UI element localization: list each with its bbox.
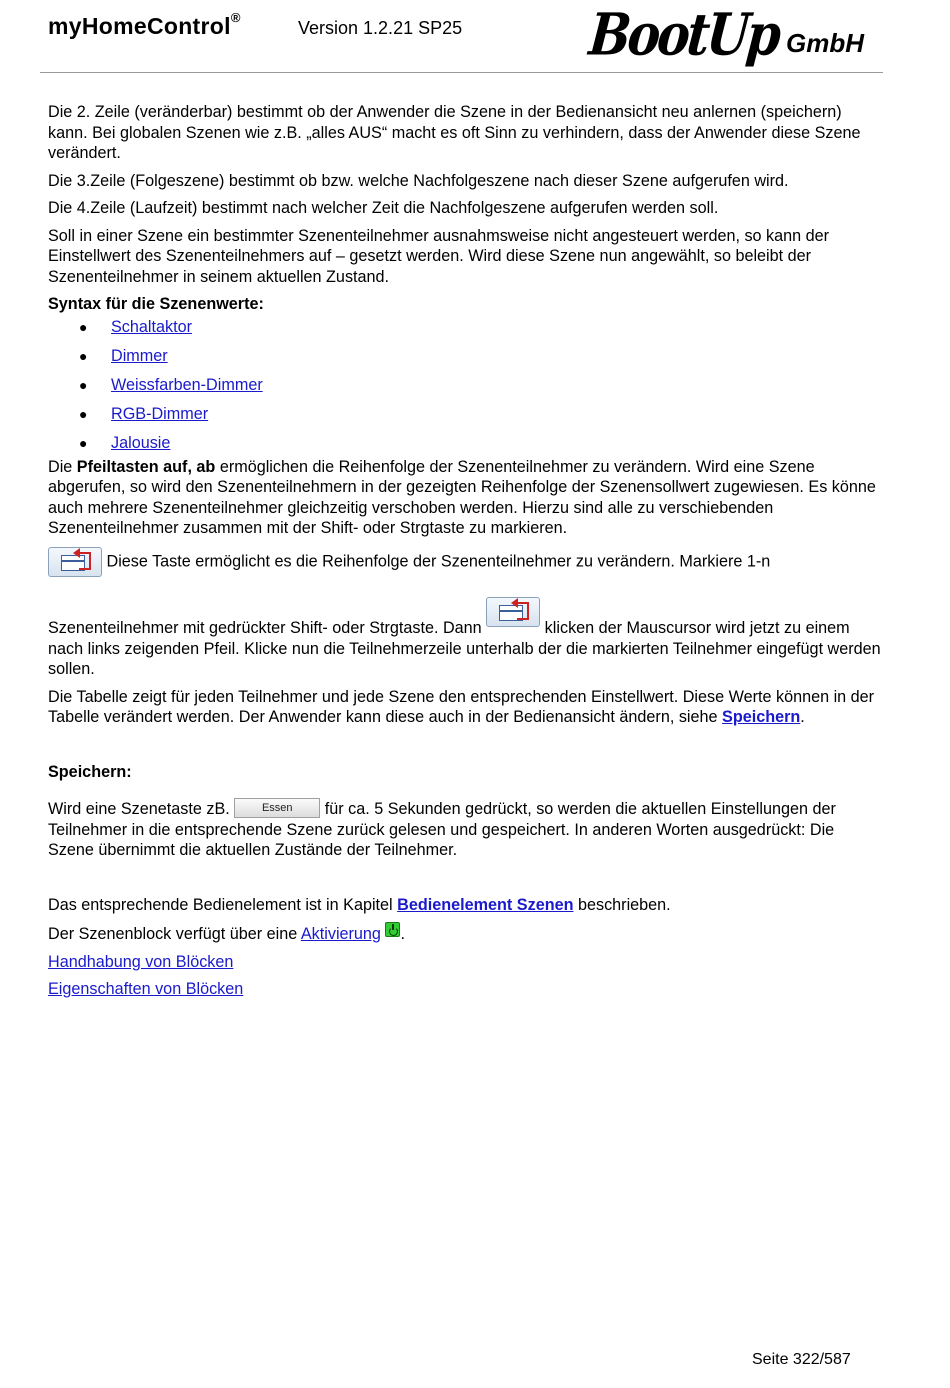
reorder-arrow-shape: [517, 602, 529, 620]
paragraph-link-handling: [48, 952, 883, 973]
link-weissfarben-dimmer[interactable]: Weissfarben-Dimmer: [111, 375, 263, 394]
reorder-icon[interactable]: [486, 597, 540, 627]
text-run: Die Tabelle zeigt für jeden Teilnehmer und jede Szene den entsprechenden Einstellwert. Diese Werte können in der Tabelle verändert werden. Der Anwender kann diese auch in der Bedienansicht ändern, siehe: [48, 687, 875, 726]
link-eigenschaften[interactable]: Eigenschaften von Blöcken: [48, 980, 244, 998]
paragraph-save: [48, 798, 883, 861]
text-run: Der Szenenblock verfügt über eine: [48, 925, 301, 943]
paragraph-row-4: Die 4.Zeile (Laufzeit) bestimmt nach welcher Zeit die Nachfolgeszene aufgerufen werden soll.: [48, 199, 719, 217]
header-divider: [40, 72, 883, 73]
power-icon: [385, 922, 400, 937]
link-schaltaktor[interactable]: Schaltaktor: [111, 317, 192, 336]
text-run: Die: [48, 457, 77, 476]
link-speichern[interactable]: Speichern: [722, 708, 801, 726]
page-number: Seite 322/587: [752, 1351, 851, 1368]
paragraph-table: [48, 687, 883, 728]
arrow-keys-bold: Pfeiltasten auf, ab: [76, 457, 216, 476]
page-content: [48, 102, 883, 1007]
text-run: Szenenteilnehmer mit gedrückter Shift- oder Strgtaste. Dann: [48, 619, 487, 637]
text-run: Wird eine Szenetaste zB.: [48, 800, 235, 818]
bullet-icon: ●: [79, 318, 88, 335]
reorder-arrow-shape: [79, 552, 91, 570]
link-dimmer[interactable]: Dimmer: [111, 346, 168, 365]
reorder-icon[interactable]: [48, 547, 102, 577]
link-rgb-dimmer[interactable]: RGB-Dimmer: [111, 404, 209, 423]
paragraph-arrow-keys: [48, 457, 883, 539]
text-run: .: [400, 925, 405, 943]
paragraph-link-properties: [48, 979, 883, 1000]
app-name: [48, 10, 241, 40]
app-name-text: myHomeControl: [48, 13, 231, 39]
list-item: [48, 404, 883, 433]
link-jalousie[interactable]: Jalousie: [111, 433, 171, 452]
company-logo: [586, 0, 882, 69]
bullet-icon: ●: [79, 376, 88, 393]
paragraph-control: [48, 895, 883, 916]
link-aktivierung[interactable]: Aktivierung: [300, 925, 381, 943]
paragraph-row-2: Die 2. Zeile (veränderbar) bestimmt ob der Anwender die Szene in der Bedienansicht neu anlernen (speichern) kann. Bei globalen Szenen wie z.B. „alles AUS“ macht es oft Sinn zu verhindern, dass der Anwender diese Szene verändert.: [48, 103, 861, 162]
paragraph-row-3: Die 3.Zeile (Folgeszene) bestimmt ob bzw. welche Nachfolgeszene nach dieser Szene aufgerufen wird.: [48, 171, 789, 190]
text-run: für ca. 5 Sekunden gedrückt, so werden die aktuellen Einstellungen der Teilnehmer in die entsprechende Szene zurück gelesen und gespeichert. In anderen Worten ausgedrückt: Die Szene übernimmt die aktuellen Zustände der Teilnehmer.: [48, 800, 836, 859]
text-run: Das entsprechende Bedienelement ist in Kapitel: [48, 895, 398, 914]
reorder-arrowhead-shape: [511, 598, 518, 608]
text-run: ermöglichen die Reihenfolge der Szenenteilnehmer zu verändern. Wird eine Szene abgerufen, so wird den Szenenteilnehmern in der gezeigten Reihenfolge der Szenensollwert zugewiesen. Es könne auch mehrere Szenenteilnehmer gleichzeitig verschoben werden. Hierzu sind alle zu verschiebenden Szenenteilnehmer zusammen mit der Shift- oder Strgtaste zu markieren.: [48, 457, 876, 537]
list-item: [48, 433, 883, 457]
reorder-arrowhead-shape: [73, 548, 80, 558]
text-run: beschrieben.: [573, 895, 671, 914]
page-header: [0, 0, 950, 75]
list-item: [48, 346, 883, 375]
link-bedienelement-szenen[interactable]: Bedienelement Szenen: [397, 895, 574, 914]
bullet-icon: ●: [79, 347, 88, 364]
text-run: klicken der Mauscursor wird jetzt zu einem nach links zeigenden Pfeil. Klicke nun die Teilnehmerzeile unterhalb der die markierten Teilnehmer eingefügt werden sollen.: [48, 619, 881, 678]
registered-mark: ®: [230, 10, 241, 25]
logo-suffix: GmbH: [786, 28, 864, 58]
syntax-heading: Syntax für die Szenenwerte:: [48, 295, 264, 313]
text-run: .: [800, 708, 805, 726]
paragraph-exception: Soll in einer Szene ein bestimmter Szenenteilnehmer ausnahmsweise nicht angesteuert werden, so kann der Einstellwert des Szenenteilnehmers auf – gesetzt werden. Wird diese Szene nun angewählt, so beleibt der Szenenteilnehmer in seinem aktuellen Zustand.: [48, 226, 830, 286]
save-heading: Speichern:: [48, 762, 132, 781]
link-handhabung[interactable]: Handhabung von Blöcken: [48, 952, 234, 971]
essen-button[interactable]: Essen: [234, 798, 320, 818]
bullet-icon: ●: [79, 434, 88, 451]
list-item: [48, 317, 883, 346]
version-label: Version 1.2.21 SP25: [298, 18, 463, 38]
logo-wordmark: BootUp: [586, 0, 781, 69]
list-item: [48, 375, 883, 404]
syntax-list: [48, 317, 883, 457]
bullet-icon: ●: [79, 405, 88, 422]
text-run: Diese Taste ermöglicht es die Reihenfolge der Szenenteilnehmer zu verändern. Markiere 1-n: [102, 551, 771, 570]
paragraph-activation: [48, 922, 883, 945]
paragraph-reorder: [48, 547, 883, 680]
